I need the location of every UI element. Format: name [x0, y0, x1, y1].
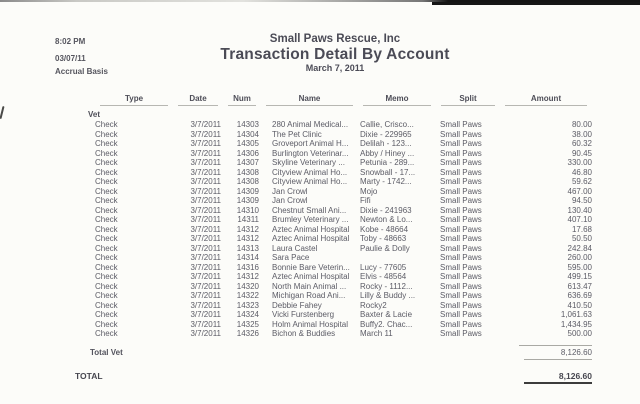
cell-amount: 410.50 — [567, 300, 592, 310]
report-print-date: 03/07/11 — [55, 54, 86, 63]
cell-date: 3/7/2011 — [190, 319, 221, 329]
cell-date: 3/7/2011 — [190, 310, 221, 319]
cell-amount: 330.00 — [567, 158, 592, 167]
cell-memo: Toby - 48663 — [360, 234, 407, 243]
cell-type: Check — [95, 215, 118, 224]
cell-amount: 500.00 — [567, 329, 592, 338]
table-row — [95, 206, 592, 216]
cell-split: Small Paws — [440, 234, 482, 243]
cell-num: 14310 — [236, 205, 259, 215]
cell-name: Jan Crowl — [272, 196, 308, 205]
cell-date: 3/7/2011 — [190, 224, 221, 234]
cell-name: Aztec Animal Hospital — [272, 224, 350, 234]
cell-date: 3/7/2011 — [190, 120, 221, 129]
column-header-memo: Memo — [358, 94, 436, 106]
cell-date: 3/7/2011 — [190, 291, 221, 300]
cell-split: Small Paws — [440, 120, 482, 129]
cell-type: Check — [95, 139, 118, 148]
cell-amount: 595.00 — [567, 262, 592, 272]
cell-num: 14316 — [236, 262, 259, 272]
table-row — [95, 244, 592, 254]
cell-type: Check — [95, 329, 118, 338]
cell-split: Small Paws — [440, 177, 482, 186]
cell-memo: Buffy2. Chac... — [360, 319, 413, 329]
cell-split: Small Paws — [440, 329, 482, 338]
table-row — [95, 263, 592, 273]
cell-name: North Main Animal ... — [272, 281, 347, 291]
cell-type: Check — [95, 310, 118, 319]
cell-amount: 80.00 — [571, 120, 592, 129]
cell-amount: 60.32 — [571, 139, 592, 148]
accounting-basis-label: Accrual Basis — [55, 67, 108, 76]
table-row — [95, 120, 592, 130]
cell-split: Small Paws — [440, 281, 482, 291]
cell-split: Small Paws — [440, 139, 482, 148]
cell-date: 3/7/2011 — [190, 139, 221, 148]
cell-date: 3/7/2011 — [190, 272, 221, 281]
cell-type: Check — [95, 167, 118, 177]
cell-name: Groveport Animal H... — [272, 139, 349, 148]
cell-num: 14307 — [236, 158, 259, 167]
table-row — [95, 282, 592, 292]
cell-type: Check — [95, 120, 118, 129]
cell-date: 3/7/2011 — [190, 196, 221, 205]
table-row — [95, 329, 592, 339]
cell-amount: 467.00 — [567, 186, 592, 196]
cell-num: 14309 — [236, 196, 259, 205]
cell-num: 14312 — [236, 224, 259, 234]
cell-num: 14308 — [236, 167, 259, 177]
cell-split: Small Paws — [440, 148, 482, 158]
cell-split: Small Paws — [440, 291, 482, 300]
report-title-block — [78, 33, 592, 74]
cell-name: Chestnut Small Ani... — [272, 205, 347, 215]
cell-date: 3/7/2011 — [190, 281, 221, 291]
table-header-row — [95, 94, 592, 106]
cell-num: 14312 — [236, 272, 259, 281]
table-row — [95, 310, 592, 320]
cell-name: Skyline Veterinary ... — [272, 158, 345, 167]
cell-amount: 17.68 — [571, 224, 592, 234]
cell-memo: Snowball - 17... — [360, 167, 416, 177]
cell-type: Check — [95, 300, 118, 310]
report-title: Transaction Detail By Account — [220, 46, 450, 63]
cell-split: Small Paws — [440, 253, 482, 262]
table-row — [95, 168, 592, 178]
cell-name: Brumley Veterinary ... — [272, 215, 349, 224]
cell-name: Michigan Road Ani... — [272, 291, 346, 300]
cell-split: Small Paws — [440, 158, 482, 167]
table-row — [95, 177, 592, 187]
cell-amount: 94.50 — [571, 196, 592, 205]
cell-type: Check — [95, 148, 118, 158]
grand-total-rule — [524, 382, 592, 384]
cell-memo: Newton & Lo... — [360, 215, 413, 224]
cell-num: 14322 — [236, 291, 259, 300]
cell-type: Check — [95, 281, 118, 291]
cell-memo: Rocky2 — [360, 300, 387, 310]
column-header-amount: Amount — [500, 94, 592, 106]
cell-date: 3/7/2011 — [190, 148, 221, 158]
table-row — [95, 320, 592, 330]
cell-type: Check — [95, 272, 118, 281]
cell-type: Check — [95, 186, 118, 196]
cell-type: Check — [95, 177, 118, 186]
cell-memo: Dixie - 229965 — [360, 129, 412, 139]
cell-date: 3/7/2011 — [190, 300, 221, 310]
report-period: March 7, 2011 — [305, 63, 365, 73]
cell-num: 14306 — [236, 148, 259, 158]
subtotal-rule-bottom — [524, 359, 592, 360]
cell-memo — [358, 253, 436, 263]
cell-num: 14312 — [236, 234, 259, 243]
cell-date: 3/7/2011 — [190, 243, 221, 253]
cell-date: 3/7/2011 — [190, 186, 221, 196]
cell-name: Cityview Animal Ho... — [272, 167, 348, 177]
cell-split: Small Paws — [440, 319, 482, 329]
cell-amount: 90.45 — [571, 148, 592, 158]
cell-name: Aztec Animal Hospital — [272, 234, 350, 243]
cell-type: Check — [95, 319, 118, 329]
cell-amount: 59.62 — [571, 177, 592, 186]
cell-memo: Mojo — [360, 186, 378, 196]
cell-date: 3/7/2011 — [190, 262, 221, 272]
cell-num: 14308 — [236, 177, 259, 186]
cell-type: Check — [95, 224, 118, 234]
grand-total-amount: 8,126.60 — [558, 371, 592, 381]
table-row — [95, 253, 592, 263]
cell-amount: 1,061.63 — [560, 310, 592, 319]
cell-memo: Marty - 1742... — [360, 177, 412, 186]
cell-split: Small Paws — [440, 196, 482, 205]
table-row — [95, 234, 592, 244]
cell-date: 3/7/2011 — [190, 253, 221, 262]
section-total-amount: 8,126.60 — [560, 348, 592, 357]
cell-split: Small Paws — [440, 262, 482, 272]
cell-amount: 130.40 — [567, 205, 592, 215]
cell-type: Check — [95, 158, 118, 167]
cell-name: Cityview Animal Ho... — [272, 177, 348, 186]
cell-name: The Pet Clinic — [272, 129, 322, 139]
cell-memo: Elvis - 48564 — [360, 272, 407, 281]
cell-amount: 407.10 — [567, 215, 592, 224]
cell-amount: 46.80 — [571, 167, 592, 177]
cell-memo: Baxter & Lacie — [360, 310, 413, 319]
cell-date: 3/7/2011 — [190, 205, 221, 215]
cell-name: Bonnie Bare Veterin... — [272, 262, 350, 272]
cell-name: Laura Castel — [272, 243, 318, 253]
cell-date: 3/7/2011 — [190, 129, 221, 139]
cell-num: 14324 — [236, 310, 259, 319]
cell-date: 3/7/2011 — [190, 167, 221, 177]
cell-num: 14303 — [236, 120, 259, 129]
cell-memo: Rocky - 1112... — [360, 281, 413, 291]
cell-name: Jan Crowl — [272, 186, 308, 196]
cell-num: 14320 — [236, 281, 259, 291]
column-header-name: Name — [261, 94, 358, 106]
cell-memo: Fifi — [360, 196, 371, 205]
cell-type: Check — [95, 243, 118, 253]
cell-split: Small Paws — [440, 224, 482, 234]
cell-split: Small Paws — [440, 186, 482, 196]
cell-amount: 613.47 — [567, 281, 592, 291]
cell-name: Aztec Animal Hospital — [272, 272, 350, 281]
cell-type: Check — [95, 129, 118, 139]
cell-memo: Delilah - 123... — [360, 139, 412, 148]
table-row — [95, 301, 592, 311]
cell-num: 14305 — [236, 139, 259, 148]
cell-memo: Abby / Hiney ... — [360, 148, 415, 158]
cell-type: Check — [95, 234, 118, 243]
cell-memo: Kobe - 48664 — [360, 224, 409, 234]
cell-date: 3/7/2011 — [190, 177, 221, 186]
cell-name: Bichon & Buddies — [272, 329, 336, 338]
table-row — [95, 149, 592, 159]
table-row — [95, 158, 592, 168]
subtotal-rule-top — [519, 345, 592, 346]
cell-amount: 242.84 — [567, 243, 592, 253]
cell-memo: March 11 — [360, 329, 393, 338]
cell-num: 14309 — [236, 186, 259, 196]
cell-split: Small Paws — [440, 167, 482, 177]
cell-split: Small Paws — [440, 310, 482, 319]
cell-split: Small Paws — [440, 300, 482, 310]
cell-date: 3/7/2011 — [190, 329, 221, 338]
cell-split: Small Paws — [440, 243, 482, 253]
cell-type: Check — [95, 262, 118, 272]
column-header-num: Num — [223, 94, 261, 106]
cell-amount: 50.50 — [571, 234, 592, 243]
cell-name: Burlington Veterinar... — [272, 148, 349, 158]
cell-memo: Paulie & Dolly — [360, 243, 410, 253]
cell-name: Sara Pace — [272, 253, 310, 262]
cell-name: Vicki Furstenberg — [272, 310, 335, 319]
table-row — [95, 215, 592, 225]
cell-num: 14313 — [236, 243, 259, 253]
cell-split: Small Paws — [440, 205, 482, 215]
cell-type: Check — [95, 196, 118, 205]
column-header-date: Date — [173, 94, 223, 106]
table-row — [95, 187, 592, 197]
cell-date: 3/7/2011 — [190, 158, 221, 167]
cell-name: 280 Animal Medical... — [272, 120, 349, 129]
cell-type: Check — [95, 205, 118, 215]
cell-date: 3/7/2011 — [190, 234, 221, 243]
table-row — [95, 225, 592, 235]
cell-amount: 1,434.95 — [560, 319, 592, 329]
cell-memo: Lilly & Buddy ... — [360, 291, 416, 300]
cell-amount: 636.69 — [567, 291, 592, 300]
cell-num: 14325 — [236, 319, 259, 329]
cell-amount: 38.00 — [571, 129, 592, 139]
cell-split: Small Paws — [440, 129, 482, 139]
cell-num: 14326 — [236, 329, 259, 338]
table-row — [95, 139, 592, 149]
cell-memo: Callie, Crisco... — [360, 120, 414, 129]
cell-name: Holm Animal Hospital — [272, 319, 349, 329]
cell-num: 14311 — [237, 215, 259, 224]
report-print-time: 8:02 PM — [55, 37, 86, 46]
cell-split: Small Paws — [440, 215, 482, 224]
cell-memo: Lucy - 77605 — [360, 262, 407, 272]
section-total-label: Total Vet — [90, 348, 123, 357]
cell-num: 14314 — [236, 253, 259, 262]
cell-memo: Dixie - 241963 — [360, 205, 412, 215]
cell-num: 14304 — [236, 129, 259, 139]
cell-amount: 260.00 — [567, 253, 592, 262]
scan-mark-artifact — [0, 106, 5, 119]
cell-memo: Petunia - 289... — [360, 158, 415, 167]
cell-name: Debbie Fahey — [272, 300, 322, 310]
grand-total-label: TOTAL — [75, 371, 103, 381]
scan-edge-artifact-dark — [432, 2, 640, 5]
table-row — [95, 130, 592, 140]
cell-split: Small Paws — [440, 272, 482, 281]
cell-num: 14323 — [236, 300, 259, 310]
cell-type: Check — [95, 253, 118, 262]
account-section-label: Vet — [88, 110, 101, 119]
table-row — [95, 272, 592, 282]
column-header-type: Type — [95, 94, 173, 106]
transaction-rows — [95, 120, 592, 339]
cell-type: Check — [95, 291, 118, 300]
table-row — [95, 196, 592, 206]
cell-amount: 499.15 — [567, 272, 592, 281]
table-row — [95, 291, 592, 301]
column-header-split: Split — [436, 94, 500, 106]
company-name: Small Paws Rescue, Inc — [269, 33, 401, 45]
cell-date: 3/7/2011 — [190, 215, 221, 224]
